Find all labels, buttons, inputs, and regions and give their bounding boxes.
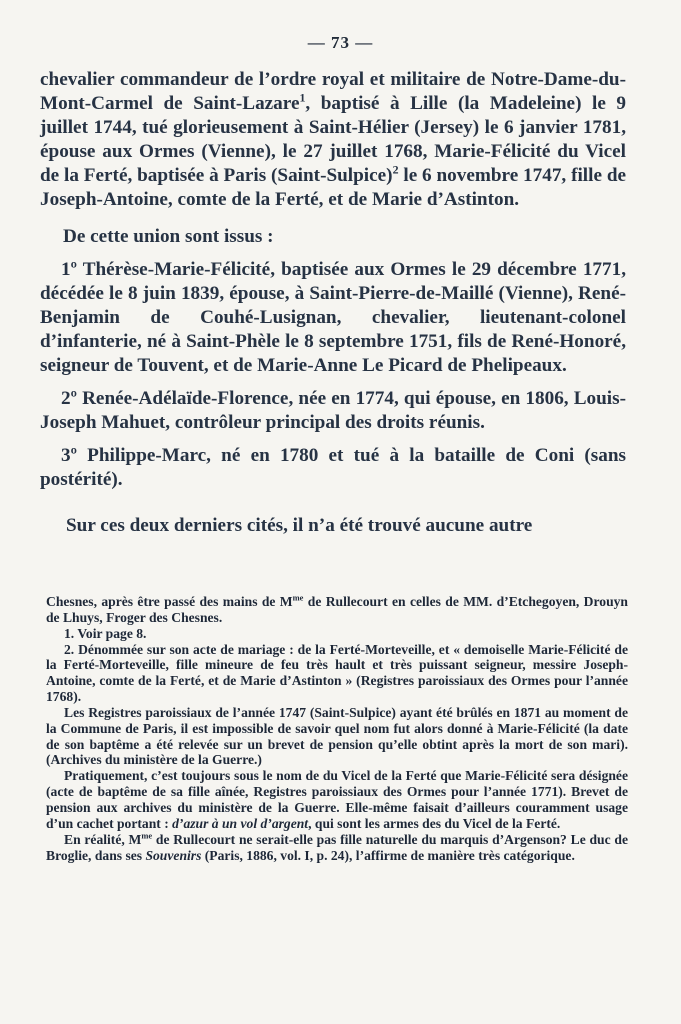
- paragraph-continuation: Sur ces deux derniers cités, il n’a été trouvé aucune autre: [66, 514, 533, 536]
- text-run: chevalier commandeur de l’ordre royal et militaire de Notre-Dame-du-Mont-Carmel de Saint-Lazare: [40, 69, 626, 114]
- superscript: me: [141, 830, 153, 841]
- child-entry-2: 2º Renée-Adélaïde-Florence, née en 1774, qui épouse, en 1806, Louis-Joseph Mahuet, contrôleur principal des droits réunis.: [40, 387, 626, 433]
- text-run: Pratiquement, c’est toujours sous le nom de du Vicel de la Ferté que Marie-Félicité sera désignée (acte de baptême de sa fille aînée, Registres paroissiaux des Ormes pour l’année 1771). Brevet de pension aux archives du ministère de la Guerre. Elle-même faisait d’ailleurs couramment usage d’un cachet portant :: [46, 768, 628, 831]
- superscript: me: [292, 592, 304, 603]
- footnote-2-registers: Les Registres paroissiaux de l’année 1747 (Saint-Sulpice) ayant été brûlés en 1871 au moment de la Commune de Paris, il est impossible de savoir quel nom fut alors donné à Marie-Félicité (la date de son baptême a été relevée sur un brevet de pension qu’elle obtint après la mort de son mari). (Archives du ministère de la Guerre.): [46, 704, 628, 768]
- footnote-ref-2[interactable]: 2: [392, 162, 399, 177]
- footnote-ref-1[interactable]: 1: [299, 90, 306, 105]
- text-run-italic: Souvenirs: [145, 847, 202, 863]
- paragraph-genealogy: [40, 68, 626, 211]
- footnote-2-practice: [46, 768, 628, 831]
- child-entry-3: 3º Philippe-Marc, né en 1780 et tué à la bataille de Coni (sans postérité).: [40, 444, 626, 490]
- text-run: , baptisé à Lille (la Madeleine) le 9 juillet 1744, tué glorieusement à Saint-Hélier (Jersey) le 6 janvier 1781, épouse aux Ormes (Vienne), le 27 juillet 1768, Marie-Félicité du Vicel de la Ferté, baptisée à Paris (Saint-Sulpice): [40, 92, 626, 186]
- footnote-2-reality: [46, 832, 628, 864]
- children-intro: De cette union sont issus :: [63, 226, 274, 248]
- text-run: Chesnes, après être passé des mains de M: [46, 594, 293, 609]
- footnote-2: 2. Dénommée sur son acte de mariage : de la Ferté-Morteveille, et « demoiselle Marie-Félicité de la Ferté-Morteveille, fille mineure de feu très hault et très puissant seigneur, messire Joseph-Antoine, comte de la Ferté, et de Marie d’Astinton » (Registres paroissiaux des Ormes pour l’année 1768).: [46, 641, 628, 705]
- text-run: En réalité, M: [64, 831, 142, 847]
- footnote-continuation: [46, 594, 628, 626]
- page-number: — 73 —: [307, 33, 374, 52]
- main-text: [40, 68, 626, 537]
- text-run: de Rullecourt en celles de MM. d’Etchegoyen, Drouyn de Lhuys, Froger des Chesnes.: [46, 594, 628, 625]
- child-entry-1: 1º Thérèse-Marie-Félicité, baptisée aux Ormes le 29 décembre 1771, décédée le 8 juin 1839, épouse, à Saint-Pierre-de-Maillé (Vienne), René-Benjamin de Couhé-Lusignan, chevalier, lieutenant-colonel d’infanterie, né à Saint-Phèle le 8 septembre 1751, fils de René-Honoré, seigneur de Touvent, et de Marie-Anne Le Picard de Phelipeaux.: [40, 259, 626, 376]
- footnote-1: 1. Voir page 8.: [64, 625, 147, 641]
- text-run: , qui sont les armes des du Vicel de la Ferté.: [308, 815, 561, 831]
- text-run: de Rullecourt ne serait-elle pas fille naturelle du marquis d’Argenson? Le duc de Broglie, dans ses: [46, 831, 628, 863]
- text-run: le 6 novembre 1747, fille de Joseph-Antoine, comte de la Ferté, et de Marie d’Astinton.: [40, 164, 627, 210]
- text-run-italic: d’azur à un vol d’argent: [172, 815, 309, 831]
- text-run: (Paris, 1886, vol. I, p. 24), l’affirme de manière très catégorique.: [201, 847, 575, 863]
- footnotes: [46, 594, 628, 863]
